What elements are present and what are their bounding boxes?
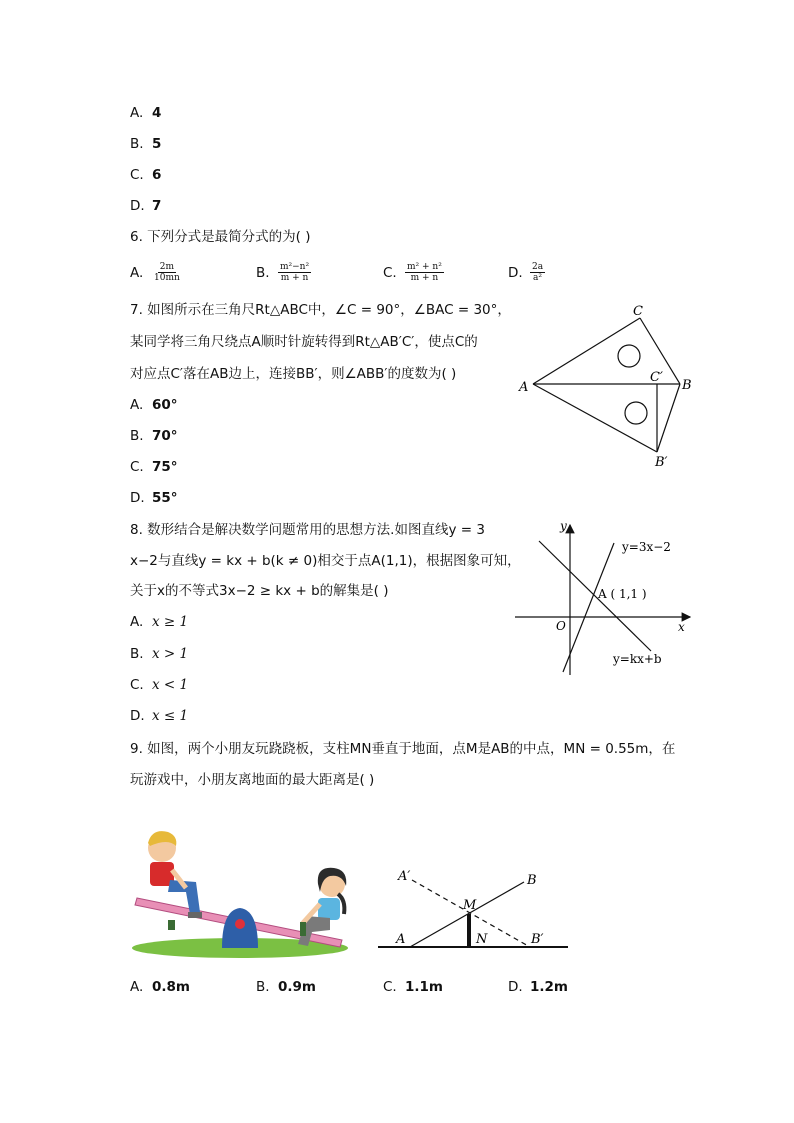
q8-option-c: C. x < 1	[130, 677, 189, 693]
label-c: C	[633, 304, 643, 319]
label-c-prime: C′	[650, 370, 663, 385]
label-origin: O	[556, 619, 566, 633]
q9-option-c: C. 1.1m	[383, 979, 443, 995]
q7-option-b: B. 70°	[130, 428, 178, 444]
label-b: B	[527, 873, 537, 888]
label-y-axis: y	[560, 519, 567, 533]
fraction: $\frac{2m}{10mn}$	[154, 262, 180, 283]
q5-option-b: B. 5	[130, 136, 162, 152]
q5-option-c: C. 6	[130, 167, 162, 183]
q7-stem-line3: 对应点C′落在AB边上，连接BB′，则∠ABB′的度数为( )	[130, 366, 457, 382]
label-x-axis: x	[678, 620, 685, 634]
q7-option-d: D. 55°	[130, 490, 178, 506]
label-line-3x-2: y=3x−2	[622, 540, 671, 554]
q8-stem-line2: x−2与直线y = kx + b(k ≠ 0)相交于点A(1,1)，根据图象可知，	[130, 553, 521, 569]
label-line-kx-b: y=kx+b	[613, 652, 662, 666]
fraction: $\frac{\text{m² + n²}}{m + n}$	[407, 262, 442, 283]
q8-stem-line1: 8. 数形结合是解决数学问题常用的思想方法.如图直线y = 3	[130, 522, 485, 538]
q6-option-c: C. $\frac{\text{m² + n²}}{m + n}$	[383, 262, 442, 283]
q9-option-a: A. 0.8m	[130, 979, 190, 995]
label-a: A	[519, 380, 529, 395]
q7-option-c: C. 75°	[130, 459, 178, 475]
q6-stem: 6. 下列分式是最简分式的为( )	[130, 229, 311, 245]
q7-option-a: A. 60°	[130, 397, 178, 413]
label-b: B	[682, 378, 692, 393]
label-b-prime: B′	[531, 932, 544, 947]
q9-stem-line2: 玩游戏中，小朋友离地面的最大距离是( )	[130, 772, 375, 788]
q6-option-a: A. $\frac{2m}{10mn}$	[130, 262, 180, 283]
fraction: $\frac{\text{m²−n²}}{m + n}$	[280, 262, 310, 283]
label-a: A	[396, 932, 406, 947]
q9-stem-line1: 9. 如图，两个小朋友玩跷跷板，支柱MN垂直于地面，点M是AB的中点，MN = 0.55m，在	[130, 741, 676, 757]
label-point-a: A ( 1,1 )	[598, 587, 647, 601]
q9-option-d: D. 1.2m	[508, 979, 568, 995]
q6-option-d: D. $\frac{2a}{\text{a²}}$	[508, 262, 544, 283]
q9-option-b: B. 0.9m	[256, 979, 316, 995]
q7-stem-line1: 7. 如图所示在三角尺Rt△ABC中，∠C = 90°，∠BAC = 30°，	[130, 302, 511, 318]
label-n: N	[476, 932, 488, 947]
q8-option-a: A. x ≥ 1	[130, 614, 189, 630]
fraction: $\frac{2a}{\text{a²}}$	[532, 262, 544, 283]
label-m: M	[463, 898, 477, 913]
q7-stem-line2: 某同学将三角尺绕点A顺时针旋转得到Rt△AB′C′，使点C的	[130, 334, 478, 350]
q8-option-b: B. x > 1	[130, 646, 189, 662]
q5-option-a: A. 4	[130, 105, 162, 121]
q5-option-d: D. 7	[130, 198, 162, 214]
q8-option-d: D. x ≤ 1	[130, 708, 189, 724]
label-a-prime: A′	[398, 869, 411, 884]
q6-option-b: B. $\frac{\text{m²−n²}}{m + n}$	[256, 262, 310, 283]
q8-stem-line3: 关于x的不等式3x−2 ≥ kx + b的解集是( )	[130, 583, 389, 599]
label-b-prime: B′	[655, 455, 668, 470]
